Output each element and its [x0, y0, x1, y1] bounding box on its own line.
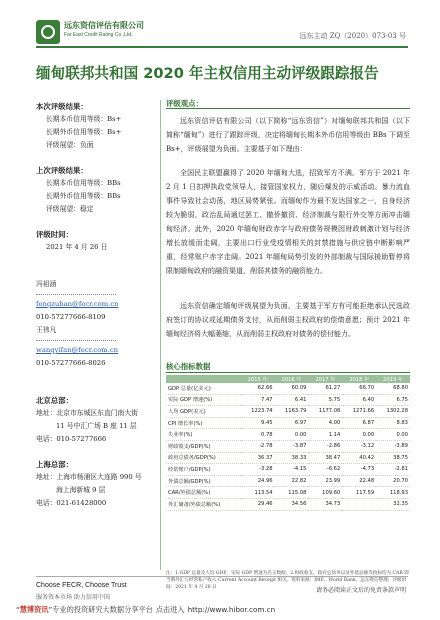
table-cell: -4.73 [342, 464, 376, 476]
logo-cn: 远东资信评估有限公司 [64, 21, 144, 30]
row-label: 人均 GDP(美元) [166, 406, 241, 418]
row-label: 失业率(%) [166, 429, 241, 441]
promo-brand: 慧博资讯 [19, 605, 49, 614]
table-cell: 38.33 [275, 452, 309, 464]
table-cell: 1302.28 [376, 406, 410, 418]
table-row [166, 429, 410, 441]
row-label: CPI 增长率(%) [166, 417, 241, 429]
table-note: 注：1.GDP 总量及人均 GDP、实际 GDP 增速为名义数据；2.财政收支、政府总债务以及外债总额等指标均为 CAR 即当期外汇与经常账户收入 Current Account Receipt 相关。资料来源：IMF、World Bank，远东资信整理；评级时间：2021 年 4 月 26 日 [166, 571, 409, 590]
section-divider [166, 108, 410, 109]
row-label: 外汇储备/外债总额(%) [166, 498, 241, 510]
footer-divider [36, 576, 408, 577]
table-cell: 5.75 [308, 394, 342, 406]
table-cell: 6.87 [342, 417, 376, 429]
outlook-label: 评级展望： [46, 141, 80, 149]
footer-slogan-en: Choose FECR, Choose Trust [36, 582, 127, 589]
previous-fc-rating [36, 190, 156, 203]
address-line: 上海市杨浦区大连路 990 号 [56, 473, 142, 481]
phone-label: 电话： [36, 499, 57, 507]
row-label: 实际 GDP 增速(%) [166, 394, 241, 406]
table-cell: 68.80 [376, 383, 410, 394]
table-cell: 9.45 [241, 417, 275, 429]
table-cell: 62.66 [241, 383, 275, 394]
table-header-cell: 2019 年 [376, 375, 410, 383]
report-code: 远东主动 ZQ（2020）073-03 号 [299, 32, 406, 40]
section-divider [166, 372, 410, 373]
current-fc-rating [36, 126, 156, 139]
column-divider [160, 100, 161, 570]
beijing-heading: 北京总部： [36, 396, 73, 405]
fc-label: 长期外币信用等级： [46, 192, 108, 200]
address-line: 北京市东城区东直门南大街 [56, 409, 138, 417]
row-label: 财政收支/GDP(%) [166, 440, 241, 452]
divider [36, 294, 116, 295]
company-logo-icon [36, 20, 60, 44]
logo-en: Far East Credit Rating Co.,Ltd. [64, 32, 133, 38]
table-row [166, 487, 410, 499]
analyst-phone: 010-57277666-8026 [36, 359, 106, 367]
beijing-phone [36, 433, 156, 446]
shanghai-heading: 上海总部： [36, 460, 73, 469]
lc-label: 长期本币信用等级： [46, 179, 108, 187]
table-cell: -2.86 [308, 440, 342, 452]
table-cell: -4.15 [275, 464, 309, 476]
table-cell: 61.27 [308, 383, 342, 394]
table-cell [342, 498, 376, 510]
table-cell: 6.41 [275, 394, 309, 406]
table-cell: 20.70 [376, 475, 410, 487]
table-cell: 0.00 [342, 429, 376, 441]
table-body [166, 383, 410, 510]
phone-value: 021-61428000 [56, 499, 107, 507]
table-cell: 34.73 [308, 498, 342, 510]
table-row [166, 498, 410, 510]
analyst-email-link[interactable]: fengzuhan@fecr.com.cn [36, 300, 119, 308]
table-cell: 6.40 [342, 394, 376, 406]
table-cell: 113.54 [241, 487, 275, 499]
analyst-email-link[interactable]: wangyifan@fecr.com.cn [36, 346, 119, 354]
table-header-cell: 2015 年 [241, 375, 275, 383]
table-cell: 1163.79 [275, 406, 309, 418]
table-cell: 1271.66 [342, 406, 376, 418]
previous-lc-rating [36, 177, 156, 190]
previous-outlook [36, 203, 156, 216]
paragraph-2: 全国民主联盟赢得了 2020 年缅甸大选，招致军方不满。军方于 2021 年 2 月 1 日扣押执政党领导人，接管国家权力，随后爆发的示威活动、暴力流血事件导致社会动荡，地区局势紧张。而缅甸作为最不发达国家之一，自身经济较为脆弱，政治乱局通过罢工、撤侨撤资、经济制裁与限行外交等方面冲击缅甸经济。此外，2020 年缅甸财政赤字与政府债务规模因财政刺激计划与经济增长放缓而走阔，主要出口行业受疫情相关的封禁措施与供应链中断影响严重，经常账户赤字走阔。2021 年缅甸局势引发的外部制裁与国际援助暂停将限制缅甸政府的融资渠道，削弱其债务的融资能力。 [166, 169, 410, 275]
analyst-name: 王祎凡 [36, 326, 57, 334]
row-label: GDP 总量(亿美元) [166, 383, 241, 394]
table-heading: 核心指标数据 [166, 362, 211, 371]
table-cell: 8.83 [376, 417, 410, 429]
analyst-phone: 010-57277666-8109 [36, 313, 106, 321]
table-cell: 29.46 [241, 498, 275, 510]
promo-url[interactable]: http://www.hibor.com.cn [187, 605, 276, 614]
table-row [166, 417, 410, 429]
table-cell: -3.87 [275, 440, 309, 452]
analyst-name: 冯祖涵 [36, 280, 57, 288]
table-cell: 109.60 [308, 487, 342, 499]
fc-label: 长期外币信用等级： [46, 128, 108, 136]
page-title: 缅甸联邦共和国 2020 年主权信用主动评级跟踪报告 [36, 65, 379, 82]
table-cell: 38.47 [308, 452, 342, 464]
table-cell: 118.93 [376, 487, 410, 499]
table-cell: 6.97 [275, 417, 309, 429]
address-label: 地址： [36, 473, 57, 481]
table-cell: 1177.08 [308, 406, 342, 418]
table-row [166, 440, 410, 452]
paragraph-1: 远东资信评估有限公司（以下简称“远东资信”）对缅甸联邦共和国（以下简称“缅甸”）进行了跟踪评级，决定将缅甸长期本外币信用等级由 BBs 下调至 Bs+，评级展望为负面。主要基于如下理由： [166, 117, 410, 153]
table-header-cell: 2017 年 [308, 375, 342, 383]
table-cell: 24.96 [241, 475, 275, 487]
table-cell: -2.78 [241, 440, 275, 452]
lc-value: Bs+ [107, 115, 122, 123]
table-header-cell: 2016 年 [275, 375, 309, 383]
table-cell: 115.08 [275, 487, 309, 499]
fc-value: BBs [107, 192, 121, 200]
table-row [166, 394, 410, 406]
lc-value: BBs [107, 179, 121, 187]
table-cell: 22.82 [275, 475, 309, 487]
previous-rating-heading: 上次评级结果： [36, 166, 88, 175]
table-row [166, 406, 410, 418]
table-header-cell [166, 375, 241, 383]
row-label: 外债总额/GDP(%) [166, 475, 241, 487]
row-label: CAR/外债总额(%) [166, 487, 241, 499]
header-divider [36, 46, 408, 48]
footer-disclaimer: 请务必阅读正文后的免责条款声明 [315, 587, 406, 594]
table-cell: 40.42 [342, 452, 376, 464]
promo-quote: “ [16, 605, 20, 614]
table-row [166, 452, 410, 464]
rating-views-heading: 评级观点： [166, 99, 203, 108]
sidebar [36, 100, 156, 510]
outlook-value: 负面 [79, 141, 94, 149]
table-cell: 4.00 [308, 417, 342, 429]
table-cell: 1.14 [308, 429, 342, 441]
indicators-table [166, 375, 410, 511]
footer-slogan-cn: 服务资本市场 助力信用中国 [36, 594, 110, 601]
table-cell: 60.09 [275, 383, 309, 394]
table-cell: 1223.74 [241, 406, 275, 418]
table-row [166, 464, 410, 476]
outlook-label: 评级展望： [46, 205, 80, 213]
current-outlook [36, 139, 156, 152]
table-cell: 7.47 [241, 394, 275, 406]
fc-value: Bs+ [107, 128, 122, 136]
outlook-value: 稳定 [79, 205, 94, 213]
rating-date-heading: 评级时间： [36, 230, 73, 239]
table-cell: 66.70 [342, 383, 376, 394]
beijing-address [36, 407, 156, 420]
table-cell: 34.56 [275, 498, 309, 510]
shanghai-address [36, 471, 156, 484]
table-cell: -6.62 [308, 464, 342, 476]
lc-label: 长期本币信用等级： [46, 115, 108, 123]
current-lc-rating [36, 113, 156, 126]
table-row [166, 383, 410, 394]
table-cell: 23.99 [308, 475, 342, 487]
table-cell: 117.59 [342, 487, 376, 499]
shanghai-address-2: 海上海新城 9 层 [56, 486, 106, 494]
table-cell: 32.35 [376, 498, 410, 510]
table-cell: -3.89 [376, 440, 410, 452]
table-header-row [166, 375, 410, 383]
promo-link-label[interactable]: 点击进入 [155, 605, 185, 614]
table-header-cell: 2018 年 [342, 375, 376, 383]
table-cell: 0.78 [241, 429, 275, 441]
row-label: 经常账户/GDP(%) [166, 464, 241, 476]
address-label: 地址： [36, 409, 57, 417]
rating-date: 2021 年 4 月 26 日 [46, 243, 108, 251]
phone-value: 010-57277666 [56, 435, 107, 443]
phone-label: 电话： [36, 435, 57, 443]
paragraph-3: 远东资信确定缅甸评级展望为负面，主要基于军方有可能拒绝承认民选政府签订的协议或延期债务支付，从而削弱主权政府的偿债意愿；预计 2021 年缅甸经济将大幅萎缩，从而削弱主权政府对债务的偿付能力。 [166, 302, 410, 338]
table-cell: 0.00 [376, 429, 410, 441]
shanghai-phone [36, 497, 156, 510]
promo-text: ”专业的投资研究大数据分享平台 [48, 605, 153, 614]
beijing-address-2: 11 号中汇广场 B 座 11 层 [56, 422, 137, 430]
table-row [166, 475, 410, 487]
promo-banner[interactable] [16, 605, 275, 615]
divider [36, 340, 116, 341]
row-label: 政府总债务/GDP(%) [166, 452, 241, 464]
table-cell: 36.37 [241, 452, 275, 464]
table-cell: 22.48 [342, 475, 376, 487]
table-cell: -3.28 [241, 464, 275, 476]
table-cell: 38.75 [376, 452, 410, 464]
table-cell: -3.12 [342, 440, 376, 452]
current-rating-heading: 本次评级结果： [36, 102, 88, 111]
table-cell: 6.75 [376, 394, 410, 406]
table-cell: 0.00 [275, 429, 309, 441]
table-cell: -2.81 [376, 464, 410, 476]
